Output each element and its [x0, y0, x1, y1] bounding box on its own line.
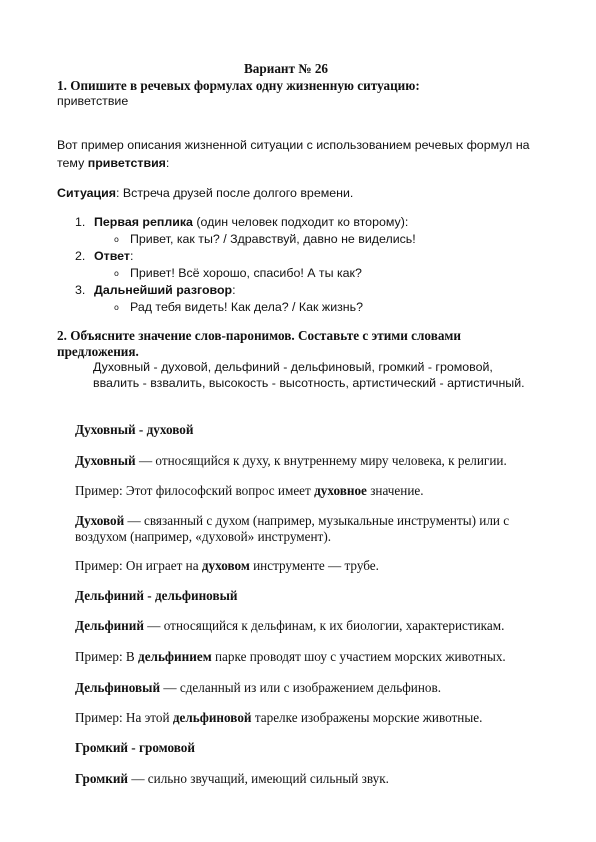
- dialogue-title-rest-2: :: [129, 249, 134, 263]
- pair2-ex2-suffix: тарелке изображены морские животные.: [251, 710, 483, 725]
- dialogue-title-rest-3: :: [232, 283, 236, 297]
- situation-text: : Встреча друзей после долгого времени.: [116, 186, 354, 200]
- dialogue-num-3: 3.: [75, 283, 86, 297]
- pair2-ex2-prefix: Пример: На этой: [75, 710, 173, 725]
- pair2-ex1-prefix: Пример: В: [75, 649, 139, 664]
- pair1-example-1: [75, 482, 424, 499]
- pair1-ex1-word: духовное: [314, 483, 367, 498]
- intro-prefix: тему: [57, 156, 88, 170]
- pair3-def1-term: Громкий: [75, 771, 129, 786]
- pair1-def2-text: — связанный с духом (например, музыкальные инструменты) или с: [124, 513, 510, 528]
- dialogue-line-2: Привет! Всё хорошо, спасибо! А ты как?: [130, 266, 362, 280]
- pair1-ex2-suffix: инструменте — трубе.: [249, 558, 379, 573]
- pair2-definition-2: [75, 679, 441, 696]
- pair1-heading: Духовный - духовой: [75, 422, 194, 437]
- task1-topic: приветствие: [57, 94, 129, 108]
- pair1-definition-1: [75, 452, 507, 469]
- pair2-definition-1: [75, 617, 504, 634]
- pair2-def1-text: — относящийся к дельфинам, к их биологии, характеристикам.: [143, 618, 505, 633]
- pair2-ex1-suffix: парке проводят шоу с участием морских животных.: [211, 649, 506, 664]
- task2-words-line-2: ввалить - взвалить, высокость - высотность, артистический - артистичный.: [93, 376, 525, 390]
- task1-heading: 1. Опишите в речевых формулах одну жизненную ситуацию:: [57, 78, 420, 93]
- pair3-definition-1: [75, 770, 389, 787]
- intro-suffix: :: [165, 156, 170, 170]
- dialogue-num-2: 2.: [75, 249, 86, 263]
- intro-line-2: [57, 155, 169, 171]
- dialogue-title-bold-2: Ответ: [94, 249, 130, 263]
- pair2-example-1: [75, 648, 506, 665]
- dialogue-title-bold-1: Первая реплика: [94, 215, 193, 229]
- dialogue-title-rest-1: (один человек подходит ко второму):: [192, 215, 409, 229]
- pair2-example-2: [75, 709, 482, 726]
- bullet-icon: o: [114, 303, 119, 312]
- situation-line: [57, 185, 353, 201]
- pair2-def2-text: — сделанный из или с изображением дельфинов.: [160, 680, 442, 695]
- dialogue-line-1: Привет, как ты? / Здравствуй, давно не виделись!: [130, 232, 416, 246]
- pair2-ex1-word: дельфинием: [138, 649, 212, 664]
- pair1-ex1-prefix: Пример: Этот философский вопрос имеет: [75, 483, 315, 498]
- pair2-ex2-word: дельфиновой: [172, 710, 252, 725]
- dialogue-title-bold-3: Дальнейший разговор: [94, 283, 233, 297]
- pair2-heading: Дельфиний - дельфиновый: [75, 588, 238, 603]
- dialogue-title-1: [94, 214, 408, 230]
- bullet-icon: o: [114, 235, 119, 244]
- pair1-ex1-suffix: значение.: [366, 483, 424, 498]
- pair1-definition-2-cont: воздухом (например, «духовой» инструмент).: [75, 529, 332, 544]
- pair3-heading: Громкий - громовой: [75, 740, 195, 755]
- variant-title: Вариант № 26: [244, 61, 329, 76]
- dialogue-title-2: [94, 248, 133, 264]
- pair1-example-2: [75, 557, 379, 574]
- pair3-def1-text: — сильно звучащий, имеющий сильный звук.: [128, 771, 389, 786]
- bullet-icon: o: [114, 269, 119, 278]
- task2-words-line-1: Духовный - духовой, дельфиний - дельфиновый, громкий - громовой,: [93, 360, 493, 374]
- intro-bold: приветствия: [87, 156, 166, 170]
- task2-heading-line-2: предложения.: [57, 344, 139, 359]
- dialogue-title-3: [94, 282, 236, 298]
- situation-label: Ситуация: [57, 186, 117, 200]
- dialogue-num-1: 1.: [75, 215, 86, 229]
- intro-line-1: Вот пример описания жизненной ситуации с использованием речевых формул на: [57, 138, 530, 152]
- task2-heading-line-1: 2. Объясните значение слов-паронимов. Составьте с этими словами: [57, 328, 461, 343]
- pair1-def1-term: Духовный: [75, 453, 136, 468]
- pair1-def1-text: — относящийся к духу, к внутреннему миру человека, к религии.: [135, 453, 507, 468]
- dialogue-line-3: Рад тебя видеть! Как дела? / Как жизнь?: [130, 300, 363, 314]
- pair1-def2-term: Духовой: [75, 513, 125, 528]
- pair2-def1-term: Дельфиний: [75, 618, 144, 633]
- pair1-ex2-word: духовом: [201, 558, 250, 573]
- pair1-definition-2: [75, 512, 509, 529]
- pair1-ex2-prefix: Пример: Он играет на: [75, 558, 202, 573]
- pair2-def2-term: Дельфиновый: [75, 680, 161, 695]
